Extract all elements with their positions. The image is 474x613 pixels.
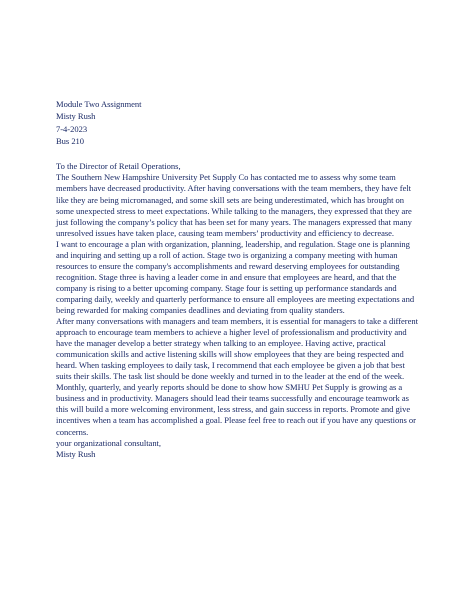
document-date: 7-4-2023 [56, 123, 88, 134]
paragraph-2: I want to encourage a plan with organization, planning, leadership, and regulation. Stage one is planning and inquiring and setting up a roll of action. Stage two is organizing a company meeting with human resources to ensure the company's accomplishments and reward deserving employees for outstanding recognition. Stage three is having a leader come in and ensure that employees are heard, and that the company is rising to a better upcoming company. Stage four is setting up performance standards and comparing daily, weekly and quarterly performance to ensure all employees are meeting expectations and being rewarded for making companies deadlines and deviating from quality standers. [56, 238, 415, 315]
letter-body [56, 98, 420, 460]
author-name: Misty Rush [56, 111, 96, 122]
salutation: To the Director of Retail Operations, [56, 161, 181, 172]
assignment-title: Module Two Assignment [56, 99, 142, 109]
course-code: Bus 210 [56, 136, 85, 147]
paragraph-1: The Southern New Hampshire University Pet Supply Co has contacted me to assess why some team members have decreased productivity. After having conversations with the team members, they have felt like they are being micromanaged, and some skill sets are being underestimated, which has brought on some unexpected stress to meet expectations. While talking to the managers, they expressed that they are just following the company’s policy that has been set for many years. The managers expressed that many unresolved issues have taken place, causing team members’ productivity and efficiency to decrease. [56, 172, 412, 238]
signature: Misty Rush [56, 448, 96, 459]
closing: your organizational consultant, [56, 437, 162, 448]
paragraph-3: After many conversations with managers and team members, it is essential for managers to take a different approach to encourage team members to achieve a higher level of professionalism and productivity and have the manager develop a better strategy when talking to an employee. Having active, practical communication skills and active listening skills will show employees that they are being respected and heard. When tasking employees to daily task, I recommend that each employee be given a job that best suits their skills. The task list should be done weekly and turned in to the leader at the end of the week. Monthly, quarterly, and yearly reports should be done to show how SMHU Pet Supply is growing as a business and in productivity. Managers should lead their teams successfully and encourage teamwork as this will build a more welcoming environment, less stress, and gain success in reports. Promote and give incentives when a team has accomplished a goal. Please feel free to reach out if you have any questions or concerns. [56, 316, 418, 437]
header-spacer [56, 147, 420, 161]
